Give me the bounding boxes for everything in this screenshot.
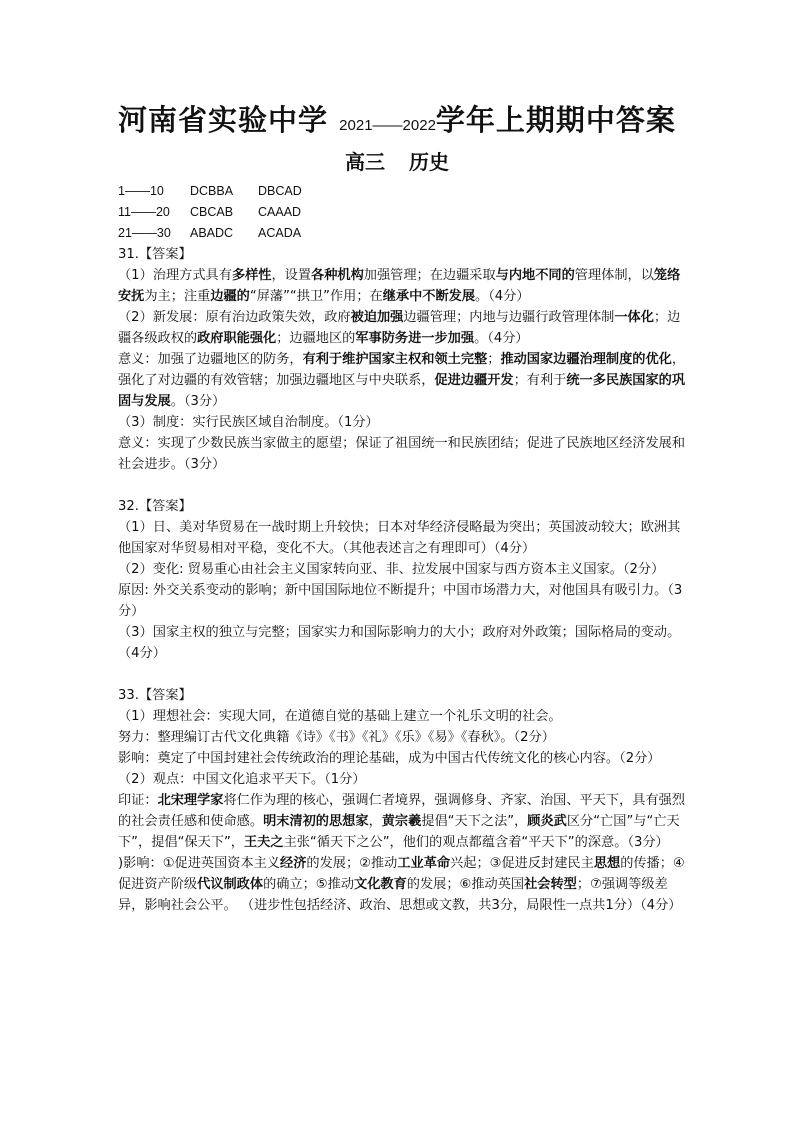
q33-paragraph-4: （2）观点：中国文化追求平天下。（1分） [118,772,366,787]
title-suffix: 学年上期期中答案 [435,103,676,137]
title-prefix: 河南省实验中学 [118,103,329,137]
q32-paragraph-4: （3）国家主权的独立与完整；国家实力和国际影响力的大小；政府对外政策；国际格局的变动。（4分） [118,625,681,661]
q31-paragraph-1: （1）治理方式具有多样性，设置各种机构加强管理；在边疆采取与内地不同的管理体制，以笼络安抚为主；注重边疆的“屏藩”“拱卫”作用；在继承中不断发展。（4分） [118,268,681,304]
title-year: 2021——2022 [339,117,436,134]
choice-answer-row: 21——30 ABADC ACADA [118,226,302,240]
q33-paragraph-5: 印证：北宋理学家将仁作为理的核心，强调仁者境界，强调修身、齐家、治国、平天下，具有强烈的社会责任感和使命感。明末清初的思想家，黄宗羲提倡“天下之法”，顾炎武区分“亡国”与“亡天下”，提倡“保天下”，王夫之主张“循天下之公”，他们的观点都蕴含着“平天下”的深意。（3分） [118,793,686,850]
choice-answer-row: 1——10 DCBBA DBCAD [118,184,302,198]
page-title [0,98,794,139]
q33-paragraph-1: （1）理想社会：实现大同，在道德自觉的基础上建立一个礼乐文明的社会。 [118,709,562,724]
q32-paragraph-2: （2）变化: 贸易重心由社会主义国家转向亚、非、拉发展中国家与西方资本主义国家。（2分） [118,562,665,577]
q32-paragraph-1: （1）日、美对华贸易在一战时期上升较快；日本对华经济侵略最为突出；英国波动较大；欧洲其他国家对华贸易相对平稳，变化不大。（其他表述言之有理即可）（4分） [118,520,681,556]
q31-paragraph-3: 意义：加强了边疆地区的防务，有利于维护国家主权和领土完整；推动国家边疆治理制度的优化，强化了对边疆的有效管辖；加强边疆地区与中央联系，促进边疆开发；有利于统一多民族国家的巩固与发展。（3分） [118,352,686,409]
q31-paragraph-5: 意义：实现了少数民族当家做主的愿望；保证了祖国统一和民族团结；促进了民族地区经济发展和社会进步。（3分） [118,436,686,472]
answer-content [118,181,690,916]
choice-answer-row: 11——20 CBCAB CAAAD [118,205,302,219]
q31-heading: 31.【答案】 [118,247,192,262]
page-subtitle [0,146,794,175]
q31-paragraph-4: （3）制度：实行民族区域自治制度。（1分） [118,415,379,430]
grade-label: 高三 [345,150,385,174]
q32-paragraph-3: 原因: 外交关系变动的影响；新中国国际地位不断提升；中国市场潜力大，对他国具有吸引力。（3分） [118,583,683,619]
q33-paragraph-6: )影响：①促进英国资本主义经济的发展；②推动工业革命兴起；③促进反封建民主思想的传播；④促进资产阶级代议制政体的确立；⑤推动文化教育的发展；⑥推动英国社会转型；⑦强调等级差异，影响社会公平。 （进步性包括经济、政治、思想或文教，共3分，局限性一点共1分）（4分） [118,856,685,913]
q33-paragraph-3: 影响：奠定了中国封建社会传统政治的理论基础，成为中国古代传统文化的核心内容。（2分） [118,751,661,766]
q32-heading: 32.【答案】 [118,499,192,514]
subject-label: 历史 [409,150,449,174]
q33-paragraph-2: 努力：整理编订古代文化典籍《诗》《书》《礼》《乐》《易》《春秋》。（2分） [118,730,555,745]
q33-heading: 33.【答案】 [118,688,192,703]
q31-paragraph-2: （2）新发展：原有治边政策失效，政府被迫加强边疆管理；内地与边疆行政管理体制一体化；边疆各级政权的政府职能强化；边疆地区的军事防务进一步加强。（4分） [118,310,681,346]
